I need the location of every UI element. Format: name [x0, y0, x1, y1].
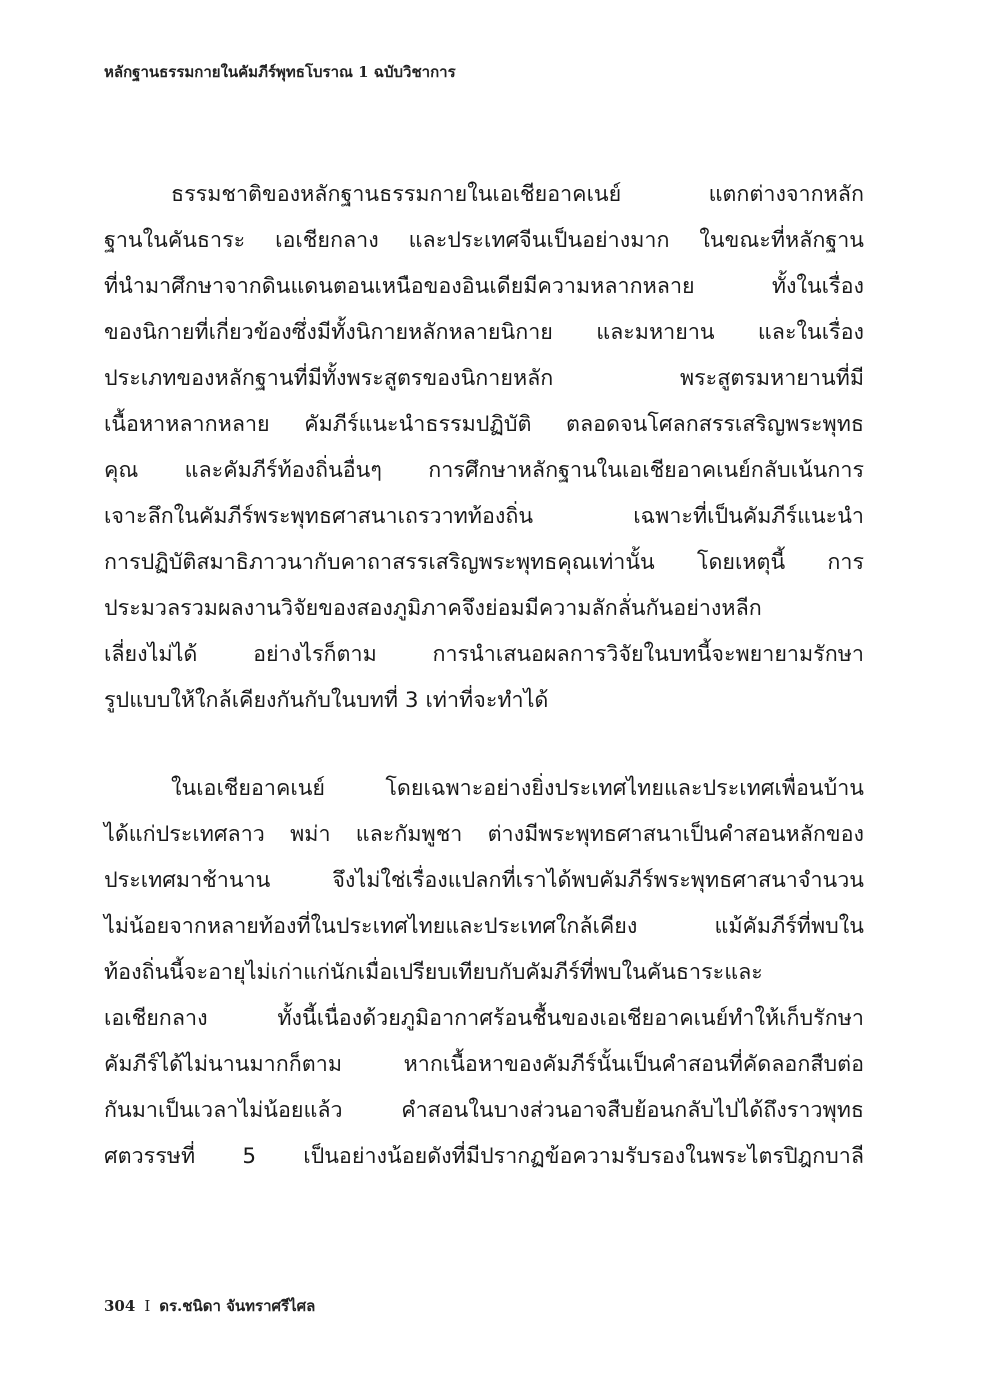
paragraph-line: ได้แก่ประเทศลาว พม่า และกัมพูชา ต่างมีพระพุทธศาสนาเป็นคำสอนหลักของ	[104, 822, 864, 847]
paragraph-line: ประมวลรวมผลงานวิจัยของสองภูมิภาคจึงย่อมมีความลักลั่นกันอย่างหลีก	[104, 596, 762, 621]
paragraph-line: เนื้อหาหลากหลาย คัมภีร์แนะนำธรรมปฏิบัติ ตลอดจนโศลกสรรเสริญพระพุทธ	[104, 412, 864, 437]
paragraph-line: ประเทศมาช้านาน จึงไม่ใช่เรื่องแปลกที่เราได้พบคัมภีร์พระพุทธศาสนาจำนวน	[104, 868, 864, 893]
running-header: หลักฐานธรรมกายในคัมภีร์พุทธโบราณ 1 ฉบับวิชาการ	[104, 63, 456, 81]
paragraph-line: ในเอเชียอาคเนย์ โดยเฉพาะอย่างยิ่งประเทศไทยและประเทศเพื่อนบ้าน	[171, 776, 864, 801]
footer-separator: I	[144, 1297, 151, 1315]
paragraph-line: การปฏิบัติสมาธิภาวนากับคาถาสรรเสริญพระพุทธคุณเท่านั้น โดยเหตุนี้ การ	[104, 550, 864, 575]
paragraph-2	[104, 766, 864, 1180]
paragraph-line: ที่นำมาศึกษาจากดินแดนตอนเหนือของอินเดียมีความหลากหลาย ทั้งในเรื่อง	[104, 274, 864, 299]
paragraph-line: ท้องถิ่นนี้จะอายุไม่เก่าแก่นักเมื่อเปรียบเทียบกับคัมภีร์ที่พบในคันธาระและ	[104, 960, 763, 985]
paragraph-line: เจาะลึกในคัมภีร์พระพุทธศาสนาเถรวาทท้องถิ่น เฉพาะที่เป็นคัมภีร์แนะนำ	[104, 504, 864, 529]
paragraph-line: ศตวรรษที่ 5 เป็นอย่างน้อยดังที่มีปรากฏข้อความรับรองในพระไตรปิฎกบาลี	[104, 1144, 864, 1169]
paragraph-line: ฐานในคันธาระ เอเชียกลาง และประเทศจีนเป็นอย่างมาก ในขณะที่หลักฐาน	[104, 228, 864, 253]
paragraph-line: ธรรมชาติของหลักฐานธรรมกายในเอเชียอาคเนย์ แตกต่างจากหลัก	[171, 182, 864, 207]
paragraph-line: เอเชียกลาง ทั้งนี้เนื่องด้วยภูมิอากาศร้อนชื้นของเอเชียอาคเนย์ทำให้เก็บรักษา	[104, 1006, 864, 1031]
paragraph-line: คัมภีร์ได้ไม่นานมากก็ตาม หากเนื้อหาของคัมภีร์นั้นเป็นคำสอนที่คัดลอกสืบต่อ	[104, 1052, 864, 1077]
author-name: ดร.ชนิดา จันทราศรีไศล	[159, 1297, 316, 1315]
paragraph-line: เลี่ยงไม่ได้ อย่างไรก็ตาม การนำเสนอผลการวิจัยในบทนี้จะพยายามรักษา	[104, 642, 864, 667]
page-footer	[104, 1294, 315, 1318]
paragraph-line: รูปแบบให้ใกล้เคียงกันกับในบทที่ 3 เท่าที่จะทำได้	[104, 688, 549, 713]
paragraph-line: ของนิกายที่เกี่ยวข้องซึ่งมีทั้งนิกายหลักหลายนิกาย และมหายาน และในเรื่อง	[104, 320, 864, 345]
paragraph-line: ประเภทของหลักฐานที่มีทั้งพระสูตรของนิกายหลัก พระสูตรมหายานที่มี	[104, 366, 864, 391]
page-number: 304	[104, 1297, 136, 1315]
paragraph-line: คุณ และคัมภีร์ท้องถิ่นอื่นๆ การศึกษาหลักฐานในเอเชียอาคเนย์กลับเน้นการ	[104, 458, 864, 483]
paragraph-line: กันมาเป็นเวลาไม่น้อยแล้ว คำสอนในบางส่วนอาจสืบย้อนกลับไปได้ถึงราวพุทธ	[104, 1098, 864, 1123]
paragraph-line: ไม่น้อยจากหลายท้องที่ในประเทศไทยและประเทศใกล้เคียง แม้คัมภีร์ที่พบใน	[104, 914, 864, 939]
paragraph-1	[104, 172, 864, 724]
